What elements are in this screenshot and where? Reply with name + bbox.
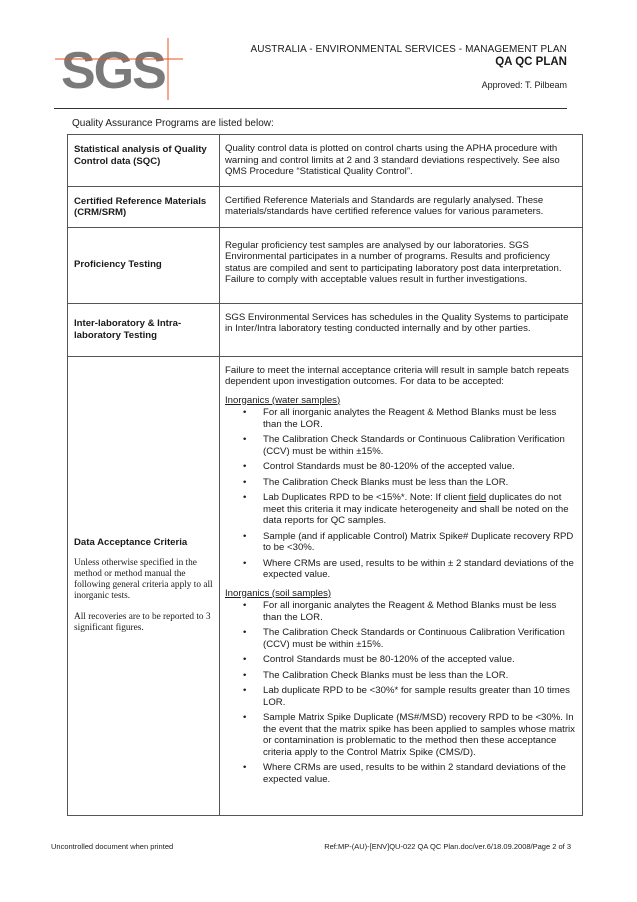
acceptance-criteria (220, 356, 583, 816)
row-label: Inter-laboratory & Intra-laboratory Testing (68, 303, 220, 356)
list-item: • Control Standards must be 80-120% of the accepted value. (263, 654, 576, 666)
list-item: • The Calibration Check Blanks must be less than the LOR. (263, 477, 576, 489)
acceptance-notes (74, 558, 214, 634)
water-heading: Inorganics (water samples) (225, 394, 341, 406)
org-line: AUSTRALIA - ENVIRONMENTAL SERVICES - MANAGEMENT PLAN (250, 44, 567, 55)
list-item (263, 492, 576, 527)
table-row (68, 356, 583, 816)
row-description: Certified Reference Materials and Standards are regularly analysed. These materials/standards have certified reference values for various parameters. (220, 186, 583, 227)
list-item: • Where CRMs are used, results to be within 2 standard deviations of the expected value. (263, 762, 576, 785)
list-item: • The Calibration Check Standards or Continuous Calibration Verification (CCV) must be within ±15%. (263, 627, 576, 650)
list-item: • The Calibration Check Standards or Continuous Calibration Verification (CCV) must be within ±15%. (263, 434, 576, 457)
acceptance-title: Data Acceptance Criteria (74, 536, 188, 548)
footer-reference: Ref:MP-(AU)-[ENV]QU-022 QA QC Plan.doc/ver.6/18.09.2008/Page 2 of 3 (324, 842, 571, 851)
row-description: Regular proficiency test samples are analysed by our laboratories. SGS Environmental participates in a number of programs. Results and proficiency status are compiled and sent to participating laboratory post data interpretation. Failure to comply with acceptable values result in further investigations. (220, 227, 583, 303)
header-divider (54, 108, 567, 109)
row-description: SGS Environmental Services has schedules in the Quality Systems to participate in Inter/Intra laboratory testing conducted internally and by other parties. (220, 303, 583, 356)
row-label: Proficiency Testing (68, 227, 220, 303)
list-item: • For all inorganic analytes the Reagent & Method Blanks must be less than the LOR. (263, 407, 576, 430)
list-item: • For all inorganic analytes the Reagent & Method Blanks must be less than the LOR. (263, 600, 576, 623)
row-label: Statistical analysis of Quality Control data (SQC) (68, 135, 220, 187)
soil-heading: Inorganics (soil samples) (225, 587, 332, 599)
list-item: • Sample (and if applicable Control) Matrix Spike# Duplicate recovery RPD to be <30%. (263, 531, 576, 554)
acceptance-intro: Failure to meet the internal acceptance criteria will result in sample batch repeats dependent upon investigation outcomes. For data to be accepted: (225, 364, 569, 387)
text-part: duplicates do not meet this criteria it may indicate heterogeneity and shall be noted on the data reports for QC samples. (263, 492, 569, 526)
list-item: • Lab duplicate RPD to be <30%* for sample results greater than 10 times LOR. (263, 685, 576, 708)
qa-programs-table (67, 134, 583, 816)
intro-text: Quality Assurance Programs are listed below: (72, 118, 274, 129)
table-row (68, 227, 583, 303)
list-item: • Control Standards must be 80-120% of the accepted value. (263, 461, 576, 473)
water-criteria-list (225, 407, 576, 581)
document-header (250, 43, 567, 92)
list-item: • Sample Matrix Spike Duplicate (MS#/MSD) recovery RPD to be <30%. In the event that the matrix spike has been applied to samples whose matrix or contamination is problematic to the method then these acceptance criteria apply to the Control Matrix Spike (CMS/D). (263, 712, 576, 758)
acceptance-note: All recoveries are to be reported to 3 significant figures. (74, 612, 211, 633)
acceptance-label-cell (68, 356, 220, 816)
text-part-underlined: field (468, 492, 487, 503)
text-part: Lab Duplicates RPD to be <15%*. Note: If client (263, 492, 469, 503)
sgs-logo-graphic (55, 38, 185, 102)
list-item: • The Calibration Check Blanks must be less than the LOR. (263, 670, 576, 682)
footer-uncontrolled: Uncontrolled document when printed (51, 842, 174, 851)
table-row (68, 303, 583, 356)
sgs-logo (55, 38, 185, 102)
table-row (68, 135, 583, 187)
logo-letters: SGS (61, 42, 165, 100)
row-description: Quality control data is plotted on control charts using the APHA procedure with warning and control limits at 2 and 3 standard deviations respectively. See also QMS Procedure “Statistical Quality Control”. (220, 135, 583, 187)
list-item: • Where CRMs are used, results to be within ± 2 standard deviations of the expected value. (263, 558, 576, 581)
row-label: Certified Reference Materials (CRM/SRM) (68, 186, 220, 227)
approved-by: Approved: T. Pilbeam (481, 80, 567, 90)
plan-title: QA QC PLAN (495, 56, 567, 68)
acceptance-note: Unless otherwise specified in the method or method manual the following general criteria apply to all inorganic tests. (74, 558, 213, 601)
table-row (68, 186, 583, 227)
soil-criteria-list (225, 600, 576, 785)
